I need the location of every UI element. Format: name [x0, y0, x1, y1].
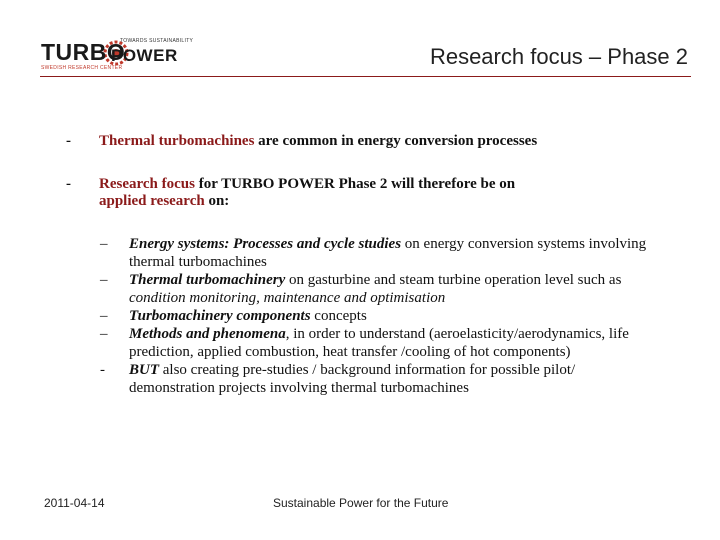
plain-text: concepts [310, 308, 367, 324]
logo-power-text: POWER [111, 46, 178, 65]
logo-tagline: TOWARDS SUSTAINABILITY [120, 38, 194, 44]
emphasis-text: Energy systems: Processes and cycle studies [129, 236, 402, 252]
footer-tagline: Sustainable Power for the Future [273, 496, 449, 510]
emphasis-text: Thermal turbomachinery [129, 272, 286, 288]
sub-dash: – [100, 272, 108, 288]
emphasis-text: BUT [129, 362, 159, 378]
plain-text: for TURBO POWER Phase 2 will therefore be on [194, 176, 516, 192]
plain-text: , in order to understand (aeroelasticity/aerodynamics, life prediction, applied combustion, heat transfer /cooling of hot components) [129, 326, 629, 360]
sub-dash: - [100, 362, 105, 378]
bullet-text [99, 176, 515, 210]
italic-text: condition monitoring, maintenance and optimisation [129, 290, 446, 306]
highlight-text: Research focus [99, 176, 195, 192]
sub-item [100, 235, 660, 271]
turbopower-logo [40, 38, 194, 72]
sub-item [100, 361, 660, 397]
footer-date: 2011-04-14 [44, 496, 105, 510]
sub-item [100, 271, 660, 307]
bullet-mark: - [66, 133, 71, 149]
highlight-text: Thermal turbomachines [99, 133, 255, 149]
sub-dash: – [100, 326, 108, 342]
emphasis-text: Turbomachinery components [129, 308, 311, 324]
emphasis-text: Methods and phenomena [129, 326, 286, 342]
plain-text: on energy conversion systems involving thermal turbomachines [129, 236, 647, 270]
sub-item [100, 325, 660, 361]
logo-center-text: SWEDISH RESEARCH CENTER [41, 65, 123, 71]
sub-dash: – [100, 236, 108, 252]
sub-list [100, 235, 660, 397]
bullet-mark: - [66, 176, 71, 192]
sub-item [100, 307, 660, 325]
highlight-text: applied research [99, 193, 205, 209]
header-divider [40, 76, 691, 77]
slide-title: Research focus – Phase 2 [429, 44, 688, 69]
plain-text: also creating pre-studies / background information for possible pilot/ demonstration projects involving thermal turbomachines [129, 362, 576, 396]
logo-turbo-text: TURBO [41, 39, 126, 65]
bullet-text [99, 133, 537, 150]
plain-text: on gasturbine and steam turbine operation level such as [285, 272, 622, 288]
plain-text: are common in energy conversion processes [254, 133, 538, 149]
sub-dash: – [100, 308, 108, 324]
plain-text: on: [204, 193, 230, 209]
